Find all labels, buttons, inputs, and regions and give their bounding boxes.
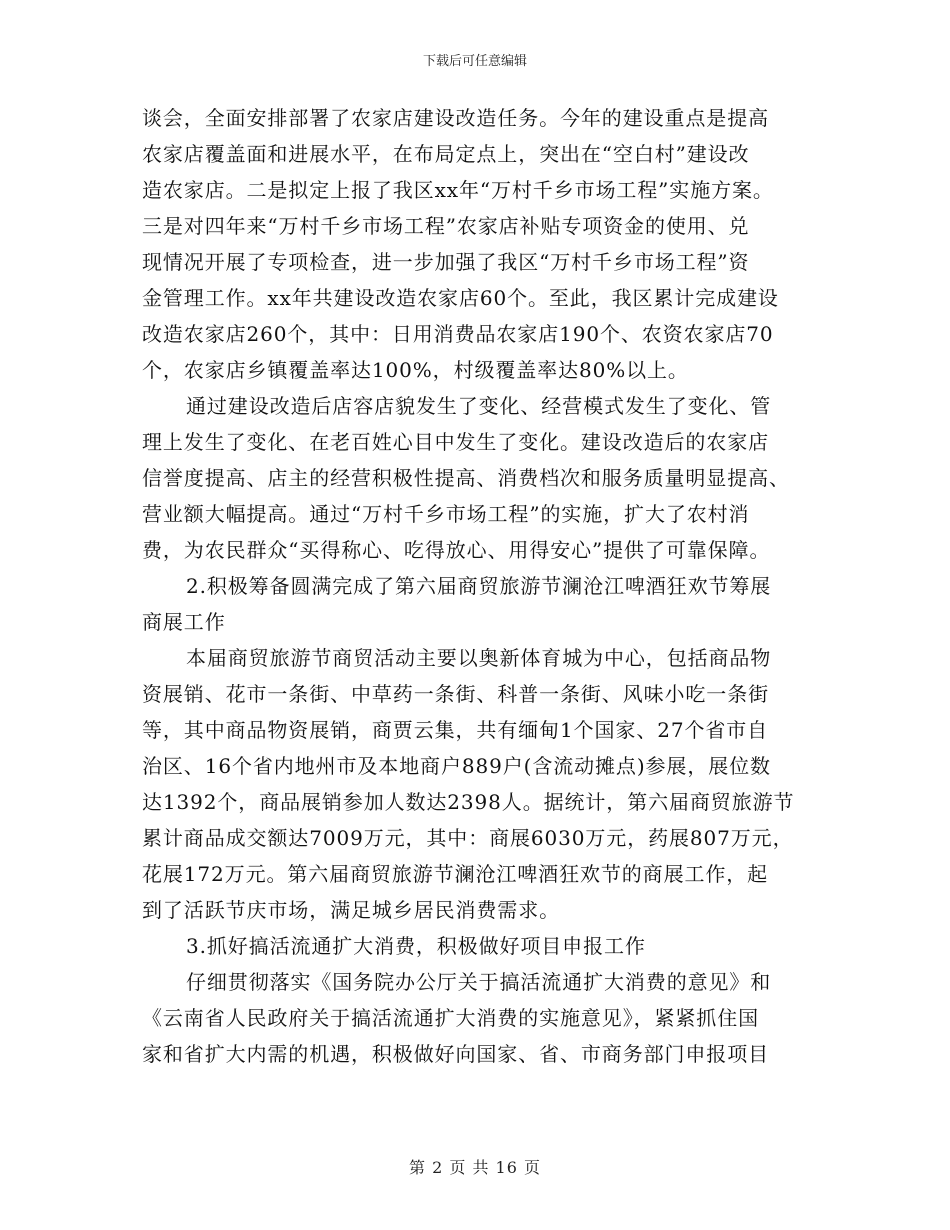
body-text-line: 仔细贯彻落实《国务院办公厅关于搞活流通扩大消费的意见》和 [186, 970, 772, 994]
body-text-line: 谈会，全面安排部署了农家店建设改造任务。今年的建设重点是提高 [142, 106, 769, 130]
body-text-line: 《云南省人民政府关于搞活流通扩大消费的实施意见》，紧紧抓住国 [142, 1006, 759, 1030]
body-text-line: 个，农家店乡镇覆盖率达100%，村级覆盖率达80%以上。 [142, 358, 689, 382]
body-text-line: 理上发生了变化、在老百姓心目中发生了变化。建设改造后的农家店 [142, 430, 769, 454]
body-text-line: 资展销、花市一条街、中草药一条街、科普一条街、风味小吃一条街 [142, 682, 769, 706]
body-text-line: 信誉度提高、店主的经营积极性提高、消费档次和服务质量明显提高、 [142, 466, 790, 490]
body-text-line: 三是对四年来“万村千乡市场工程”农家店补贴专项资金的使用、兑 [142, 214, 750, 238]
body-text-line: 本届商贸旅游节商贸活动主要以奥新体育城为中心，包括商品物 [186, 646, 772, 670]
body-text-line: 3.抓好搞活流通扩大消费，积极做好项目申报工作 [186, 934, 646, 958]
body-text-line: 造农家店。二是拟定上报了我区xx年“万村千乡市场工程”实施方案。 [142, 178, 774, 202]
body-text-line: 花展172万元。第六届商贸旅游节澜沧江啤酒狂欢节的商展工作，起 [142, 862, 769, 886]
body-text-line: 通过建设改造后店容店貌发生了变化、经营模式发生了变化、管 [186, 394, 772, 418]
body-text-line: 累计商品成交额达7009万元，其中：商展6030万元，药展807万元， [142, 826, 794, 850]
body-text-line: 达1392个，商品展销参加人数达2398人。据统计，第六届商贸旅游节 [142, 790, 795, 814]
body-text-line: 营业额大幅提高。通过“万村千乡市场工程”的实施，扩大了农村消 [142, 502, 750, 526]
page-header: 下载后可任意编辑 [422, 54, 527, 69]
body-text-line: 2.积极筹备圆满完成了第六届商贸旅游节澜沧江啤酒狂欢节筹展 [186, 574, 772, 598]
body-text-line: 家和省扩大内需的机遇，积极做好向国家、省、市商务部门申报项目 [142, 1042, 769, 1066]
page-number-footer: 第 2 页 共 16 页 [409, 1158, 541, 1177]
body-text-line: 等，其中商品物资展销，商贾云集，共有缅甸1个国家、27个省市自 [142, 718, 769, 742]
body-text-line: 现情况开展了专项检查，进一步加强了我区“万村千乡市场工程”资 [142, 250, 750, 274]
body-text-line: 农家店覆盖面和进展水平，在布局定点上，突出在“空白村”建设改 [142, 142, 750, 166]
body-text-line: 商展工作 [142, 610, 226, 634]
body-text-line: 费，为农民群众“买得称心、吃得放心、用得安心”提供了可靠保障。 [142, 538, 771, 562]
body-text-line: 改造农家店260个，其中：日用消费品农家店190个、农资农家店70 [142, 322, 774, 346]
body-text-line: 到了活跃节庆市场，满足城乡居民消费需求。 [142, 898, 560, 922]
document-body [142, 100, 822, 1072]
body-text-line: 金管理工作。xx年共建设改造农家店60个。至此，我区累计完成建设 [142, 286, 779, 310]
body-text-line: 治区、16个省内地州市及本地商户889户(含流动摊点)参展，展位数 [142, 754, 771, 778]
